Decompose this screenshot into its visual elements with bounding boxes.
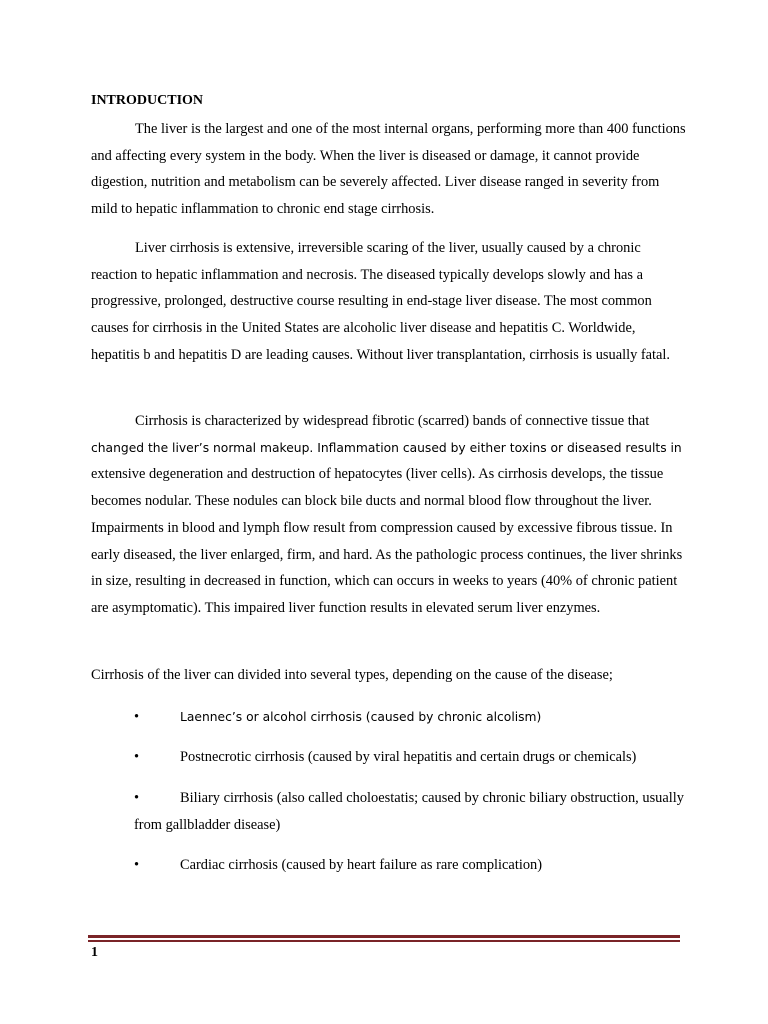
list-item-text: Cardiac cirrhosis (caused by heart failure as rare complication) [180, 857, 543, 873]
list-item [134, 852, 686, 879]
list-item-text: Biliary cirrhosis (also called choloestatis; caused by chronic biliary obstruction, usually from gallbladder disease) [134, 790, 684, 833]
bullet-icon: • [134, 749, 140, 765]
page-number: 1 [91, 945, 98, 960]
paragraph-liver-overview: The liver is the largest and one of the most internal organs, performing more than 400 functions and affecting every system in the body. When the liver is diseased or damage, it cannot provide digestion, nutrition and metabolism can be severely affected. Liver disease ranged in severity from mild to hepatic inflammation to chronic end stage cirrhosis. [91, 121, 686, 218]
footer-divider-thick-line [88, 935, 680, 938]
list-item [134, 704, 686, 731]
paragraph-liver-cirrhosis: Liver cirrhosis is extensive, irreversible scaring of the liver, usually caused by a chronic reaction to hepatic inflammation and necrosis. The diseased typically develops slowly and has a progressive, prolonged, destructive course resulting in end-stage liver disease. The most common causes for cirrhosis in the United States are alcoholic liver disease and hepatitis C. Worldwide, hepatitis b and hepatitis D are leading causes. Without liver transplantation, cirrhosis is usually fatal. [91, 240, 671, 363]
paragraph-text-run: extensive degeneration and destruction of hepatocytes (liver cells). As cirrhosis develops, the tissue becomes nodular. These nodules can block bile ducts and normal blood flow throughout the liver. Impairments in blood and lymph flow result from compression caused by excessive fibrous tissue. In early diseased, the liver enlarged, firm, and hard. As the pathologic process continues, the liver shrinks in size, resulting in decreased in function, which can occurs in weeks to years (40% of chronic patient are asymptomatic). This impaired liver function results in elevated serum liver enzymes. [91, 466, 683, 616]
bullet-icon: • [134, 709, 140, 725]
paragraph-text-run: Cirrhosis is characterized by widespread fibrotic (scarred) bands of connective tissue that [135, 413, 650, 429]
bullet-icon: • [134, 790, 140, 806]
section-heading: INTRODUCTION [91, 93, 204, 108]
paragraph-text-run-sans: changed the liver’s normal makeup. Inflammation caused by either toxins or diseased results in [91, 440, 682, 455]
paragraph-cirrhosis-types-intro: Cirrhosis of the liver can divided into several types, depending on the cause of the disease; [91, 667, 613, 683]
paragraph-cirrhosis-characteristics [91, 408, 686, 622]
list-item-text: Laennec’s or alcohol cirrhosis (caused by chronic alcolism) [180, 710, 542, 724]
bullet-icon: • [134, 857, 140, 873]
list-item [134, 785, 686, 838]
footer-divider-thin-line [88, 940, 680, 942]
footer-divider [88, 935, 680, 943]
list-item [134, 744, 686, 771]
list-item-text: Postnecrotic cirrhosis (caused by viral hepatitis and certain drugs or chemicals) [180, 749, 637, 765]
